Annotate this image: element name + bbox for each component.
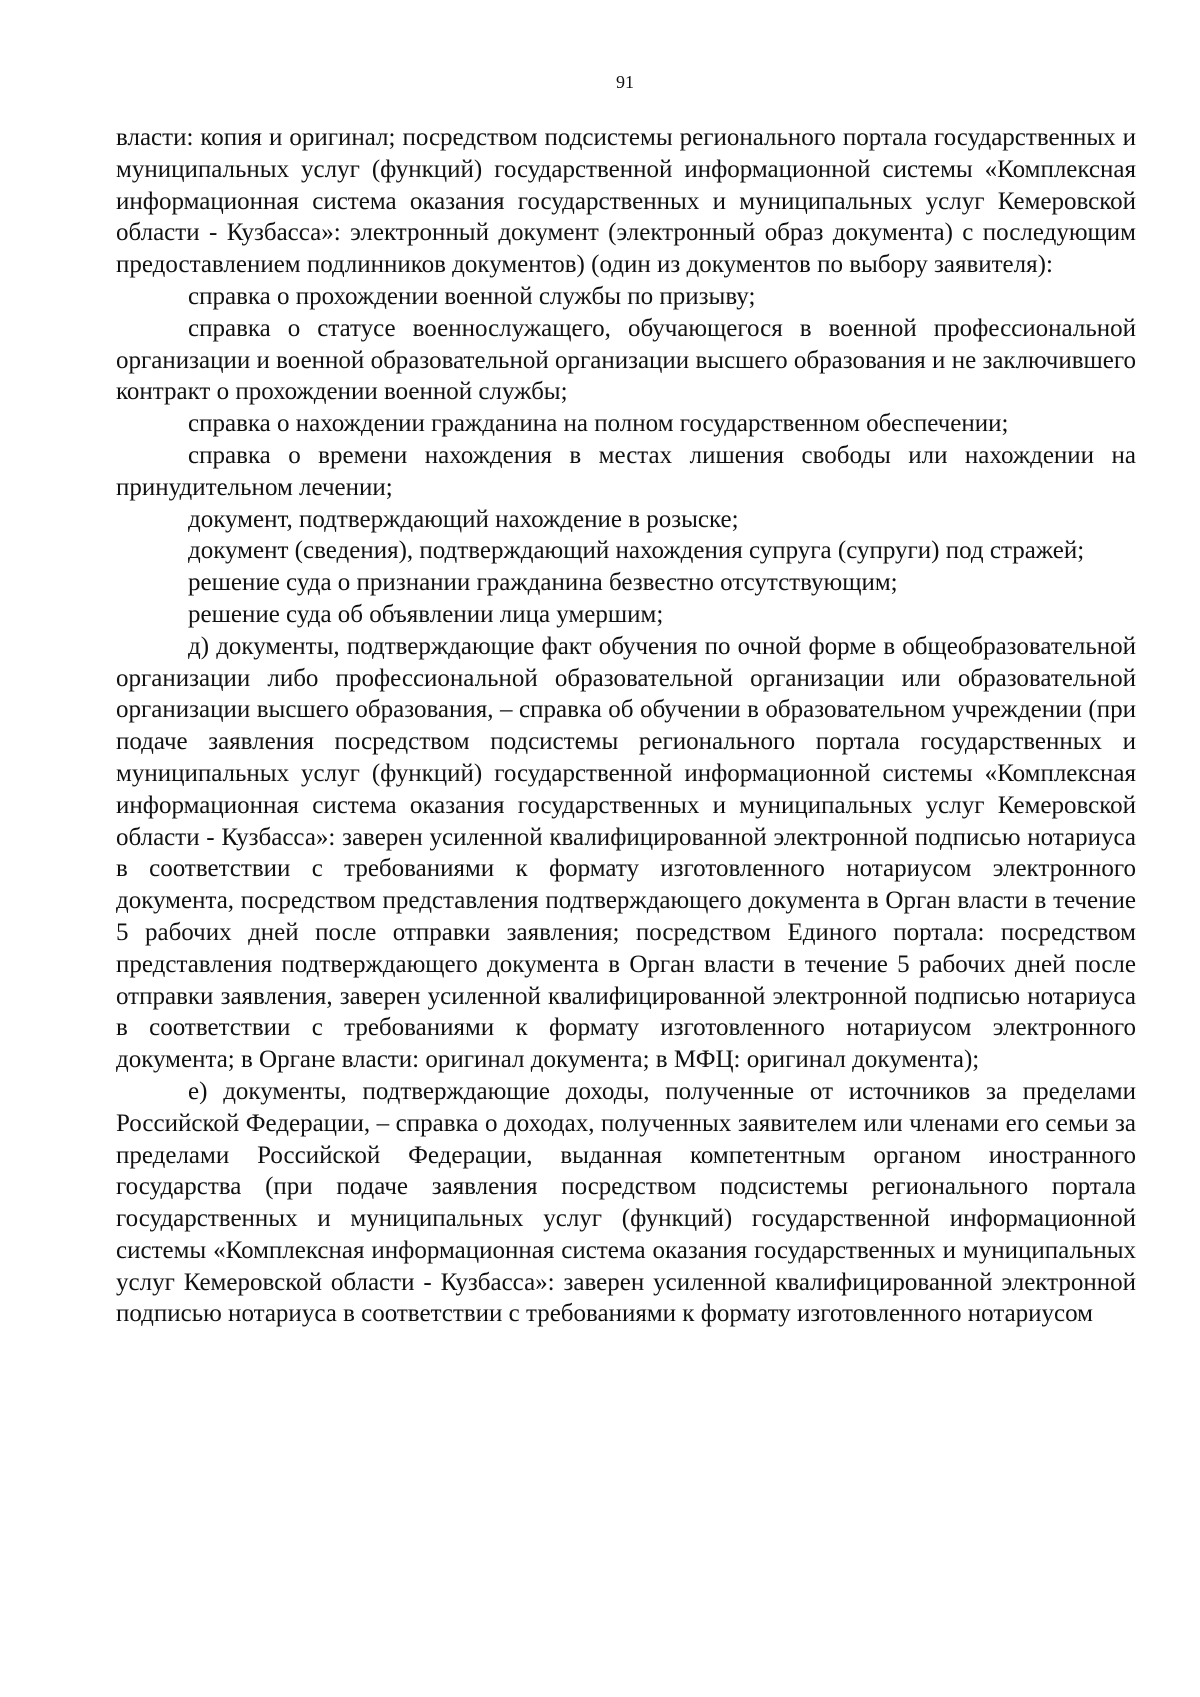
- paragraph-missing-ruling: решение суда о признании гражданина безвестно отсутствующим;: [188, 569, 898, 597]
- document-body: [116, 122, 1136, 1330]
- paragraph-wanted: документ, подтверждающий нахождение в розыске;: [188, 505, 739, 533]
- page-number: 91: [616, 72, 634, 92]
- paragraph-death-ruling: решение суда об объявлении лица умершим;: [188, 600, 664, 628]
- paragraph-state-support: справка о нахождении гражданина на полном государственном обеспечении;: [188, 410, 1009, 438]
- paragraph-item-e: е) документы, подтверждающие доходы, полученные от источников за пределами Российской Федерации, – справка о доходах, полученных заявителем или членами его семьи за пределами Российской Федерации, выданная компетентным органом иностранного государства (при подаче заявления посредством подсистемы регионального портала государственных и муниципальных услуг (функций) государственной информационной системы «Комплексная информационная система оказания государственных и муниципальных услуг Кемеровской области - Кузбасса»: заверен усиленной квалифицированной электронной подписью нотариуса в соответствии с требованиями к формату изготовленного нотариусом: [116, 1077, 1136, 1328]
- paragraph-serviceman-status: справка о статусе военнослужащего, обучающегося в военной профессиональной организации и военной образовательной организации высшего образования и не заключившего контракт о прохождении военной службы;: [116, 314, 1136, 406]
- paragraph-spouse-custody: документ (сведения), подтверждающий нахождения супруга (супруги) под стражей;: [188, 537, 1085, 565]
- paragraph-military-service: справка о прохождении военной службы по призыву;: [188, 282, 756, 310]
- paragraph-item-d: д) документы, подтверждающие факт обучения по очной форме в общеобразовательной организации либо профессиональной образовательной организации или образовательной организации высшего образования, – справка об обучении в образовательном учреждении (при подаче заявления посредством подсистемы регионального портала государственных и муниципальных услуг (функций) государственной информационной системы «Комплексная информационная система оказания государственных и муниципальных услуг Кемеровской области - Кузбасса»: заверен усиленной квалифицированной электронной подписью нотариуса в соответствии с требованиями к формату изготовленного нотариусом электронного документа, посредством представления подтверждающего документа в Орган власти в течение 5 рабочих дней после отправки заявления; посредством Единого портала: посредством представления подтверждающего документа в Орган власти в течение 5 рабочих дней после отправки заявления, заверен усиленной квалифицированной электронной подписью нотариуса в соответствии с требованиями к формату изготовленного нотариусом электронного документа; в Органе власти: оригинал документа; в МФЦ: оригинал документа);: [116, 632, 1136, 1074]
- paragraph-continuation: власти: копия и оригинал; посредством подсистемы регионального портала государственных и муниципальных услуг (функций) государственной информационной системы «Комплексная информационная система оказания государственных и муниципальных услуг Кемеровской области - Кузбасса»: электронный документ (электронный образ документа) с последующим предоставлением подлинников документов) (один из документов по выбору заявителя):: [116, 124, 1136, 279]
- paragraph-imprisonment: справка о времени нахождения в местах лишения свободы или нахождении на принудительном лечении;: [116, 441, 1136, 501]
